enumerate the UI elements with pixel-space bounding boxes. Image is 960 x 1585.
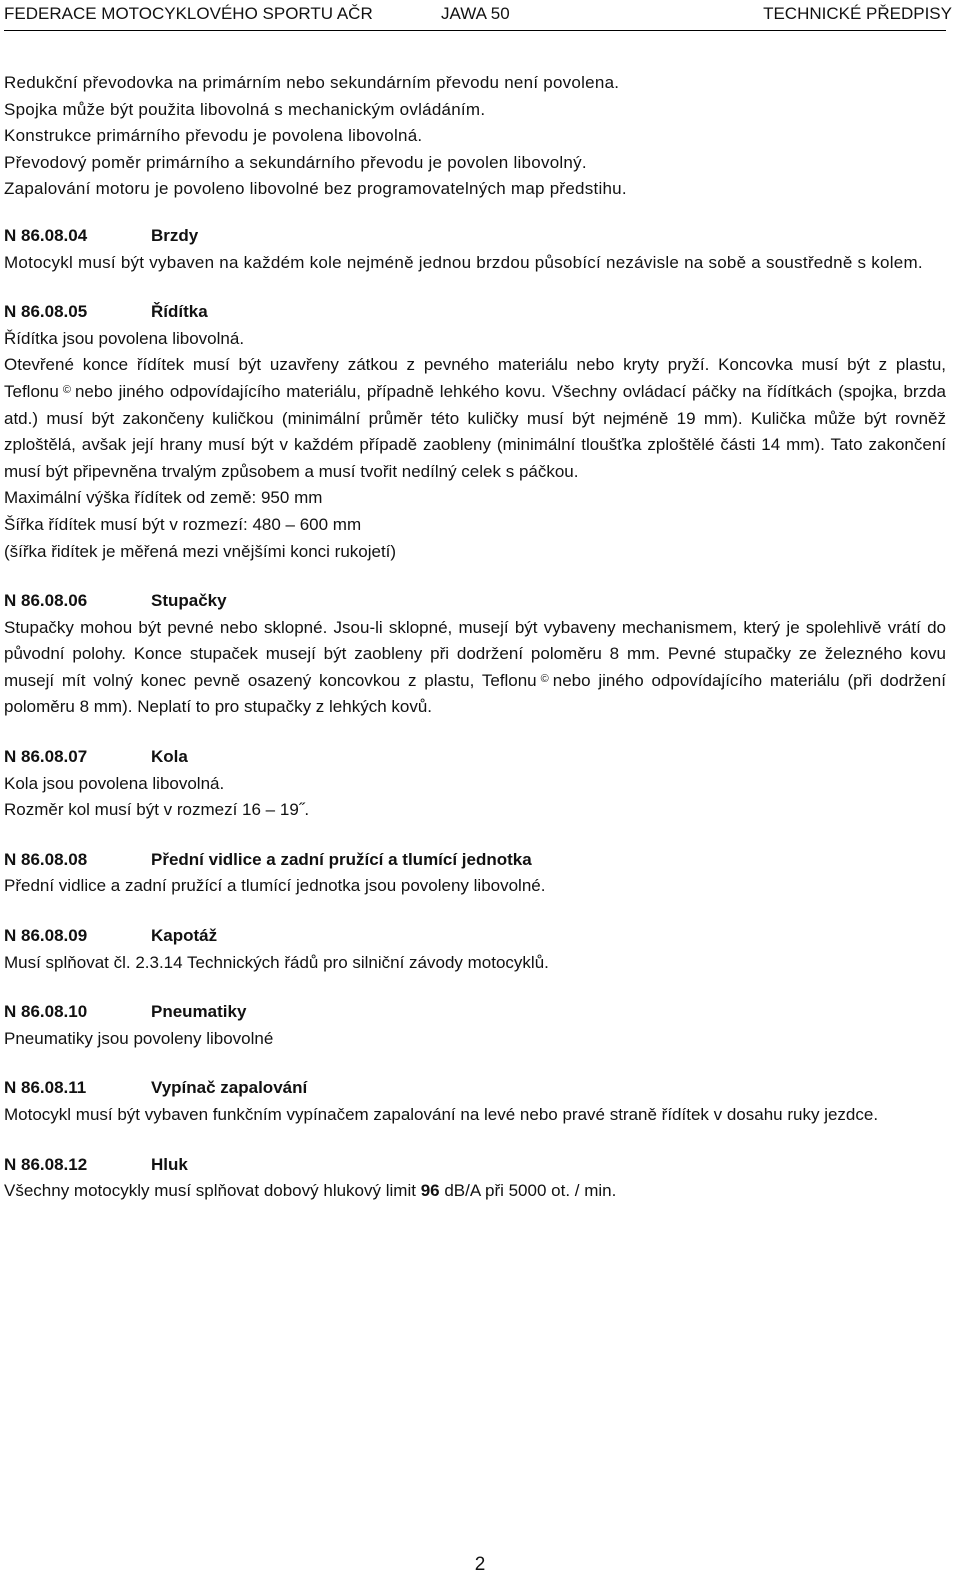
section-number: N 86.08.09 xyxy=(4,926,88,946)
section-title: Hluk xyxy=(151,1154,188,1174)
section-paragraph: Musí splňovat čl. 2.3.14 Technických řádů pro silniční závody motocyklů. xyxy=(4,952,549,972)
section-suspension xyxy=(4,847,946,900)
section-heading xyxy=(4,923,946,950)
section-number: N 86.08.12 xyxy=(4,1154,88,1174)
section-number: N 86.08.05 xyxy=(4,302,88,322)
intro-line: Konstrukce primárního převodu je povolena libovolná. xyxy=(4,126,423,146)
section-paragraph: Řídítka jsou povolena libovolná. xyxy=(4,328,245,348)
section-title: Brzdy xyxy=(151,225,199,245)
section-fairing xyxy=(4,923,946,976)
intro-line: Převodový poměr primárního a sekundárního převodu je povolen libovolný. xyxy=(4,152,587,172)
section-wheels xyxy=(4,744,946,824)
section-paragraph: Přední vidlice a zadní pružící a tlumící jednotka jsou povoleny libovolné. xyxy=(4,876,546,896)
section-paragraph: (šířka řidítek je měřená mezi vnějšími konci rukojetí) xyxy=(4,541,397,561)
section-paragraph: Šířka řídítek musí být v rozmezí: 480 – 600 mm xyxy=(4,514,362,534)
section-paragraph xyxy=(4,615,946,721)
section-tyres xyxy=(4,999,946,1052)
copyright-mark: © xyxy=(540,672,549,685)
section-number: N 86.08.11 xyxy=(4,1078,87,1098)
section-title: Stupačky xyxy=(151,591,227,611)
section-number: N 86.08.04 xyxy=(4,225,88,245)
section-heading xyxy=(4,299,946,326)
header-divider xyxy=(4,30,946,31)
section-heading xyxy=(4,847,946,874)
document-body xyxy=(4,70,946,1205)
paragraph-text: Otevřené konce řídítek musí být uzavřeny zátkou z pevného materiálu nebo kryty pryží. Koncovka musí být z plastu, Teflonu xyxy=(4,355,946,401)
paragraph-text: dB/A při 5000 ot. / min. xyxy=(444,1181,617,1201)
section-paragraph xyxy=(4,1178,946,1205)
section-title: Kapotáž xyxy=(151,926,218,946)
section-heading xyxy=(4,744,946,771)
intro-line: Spojka může být použita libovolná s mechanickým ovládáním. xyxy=(4,99,486,119)
paragraph-text: Stupačky mohou být pevné nebo sklopné. Jsou-li sklopné, musejí být vybaveny mechanismem, který je spolehlivě vrátí do původní polohy. Konce stupaček musejí být zaobleny při dodržení poloměru 8 mm. Pevné stupačky ze železného kovu musejí mít volný konec pevně osazený koncovkou z plastu, Teflonu xyxy=(4,617,946,690)
section-paragraph: Motocykl musí být vybaven na každém kole nejméně jednou brzdou působící nezávisle na sobě a soustředně s kolem. xyxy=(4,252,923,272)
section-paragraph: Kola jsou povolena libovolná. xyxy=(4,773,225,793)
section-paragraph: Maximální výška řídítek od země: 950 mm xyxy=(4,488,323,508)
header-organization: FEDERACE MOTOCYKLOVÉHO SPORTU AČR xyxy=(4,4,373,23)
section-paragraph: Motocykl musí být vybaven funkčním vypínačem zapalování na levé nebo pravé straně řídítek v dosahu ruky jezdce. xyxy=(4,1105,879,1124)
intro-line: Redukční převodovka na primárním nebo sekundárním převodu není povolena. xyxy=(4,73,620,92)
section-title: Přední vidlice a zadní pružící a tlumící jednotka xyxy=(151,849,532,869)
section-number: N 86.08.10 xyxy=(4,1002,88,1022)
section-noise xyxy=(4,1152,946,1205)
section-title: Pneumatiky xyxy=(151,1002,247,1022)
intro-line: Zapalování motoru je povoleno libovolné bez programovatelných map předstihu. xyxy=(4,179,627,199)
section-heading xyxy=(4,1075,946,1102)
section-number: N 86.08.08 xyxy=(4,849,88,869)
section-heading xyxy=(4,999,946,1026)
section-footrests xyxy=(4,588,946,721)
section-heading xyxy=(4,223,946,250)
section-title: Vypínač zapalování xyxy=(151,1078,308,1098)
section-handlebars xyxy=(4,299,946,565)
section-number: N 86.08.07 xyxy=(4,747,88,767)
section-number: N 86.08.06 xyxy=(4,591,88,611)
page-number: 2 xyxy=(474,1554,486,1575)
paragraph-text: nebo jiného odpovídajícího materiálu (při dodržení poloměru 8 mm). Neplatí to pro stupačky z lehkých kovů. xyxy=(4,670,946,717)
paragraph-text: Všechny motocykly musí splňovat dobový hlukový limit xyxy=(4,1181,416,1201)
section-title: Řídítka xyxy=(151,302,208,322)
noise-limit-value: 96 xyxy=(420,1181,440,1201)
section-paragraph: Pneumatiky jsou povoleny libovolné xyxy=(4,1028,274,1048)
section-brakes xyxy=(4,223,946,276)
section-paragraph: Rozměr kol musí být v rozmezí 16 – 19˝. xyxy=(4,800,310,820)
section-ignition-switch xyxy=(4,1075,946,1128)
page-header xyxy=(4,0,952,28)
intro-block xyxy=(4,70,946,203)
copyright-mark: © xyxy=(62,383,71,396)
section-heading xyxy=(4,588,946,615)
section-title: Kola xyxy=(151,747,188,767)
header-title: TECHNICKÉ PŘEDPISY xyxy=(763,4,952,23)
paragraph-text: nebo jiného odpovídajícího materiálu, případně lehkého kovu. Všechny ovládací páčky na řídítkách (spojka, brzda atd.) musí být zakončeny kuličkou (minimální průměr této kuličky musí být nejméně 19 mm). Kulička může být rovněž zploštělá, avšak její hrany musí být v každém případě zaobleny (minimální tloušťka zploštělé části 14 mm). Tato zakončení musí být připevněna trvalým způsobem a musí tvořit nedílný celek s páčkou. xyxy=(4,381,946,481)
header-class: JAWA 50 xyxy=(441,4,510,23)
section-paragraph xyxy=(4,352,946,485)
section-heading xyxy=(4,1152,946,1179)
